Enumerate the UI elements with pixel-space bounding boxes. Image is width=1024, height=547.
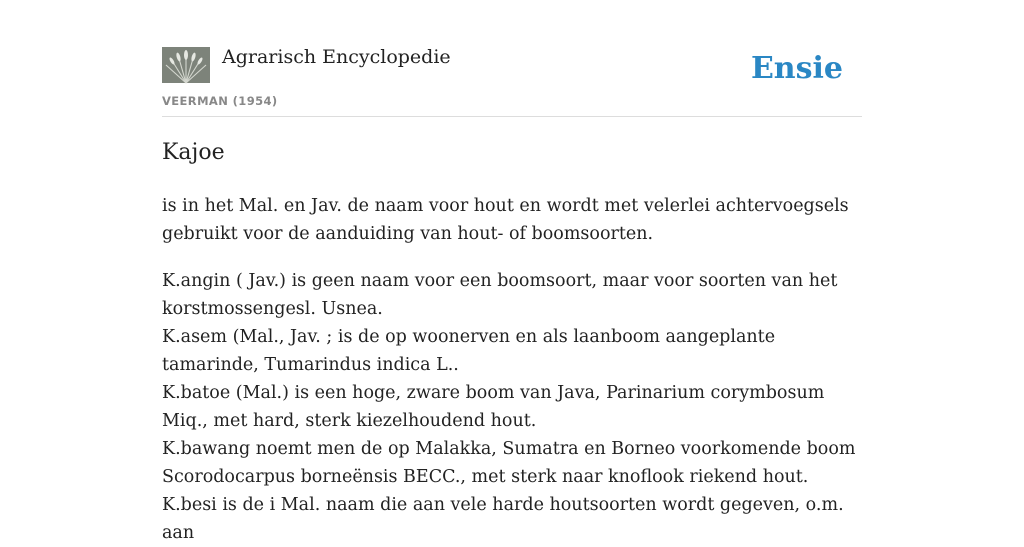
page-title: Kajoe [162, 140, 225, 165]
wheat-icon [162, 47, 210, 83]
intro-paragraph: is in het Mal. en Jav. de naam voor hout en wordt met velerlei achtervoegsels gebruikt voor de aanduiding van hout- of boomsoorten. [162, 196, 849, 244]
entry-kajoe-angin: K.angin ( Jav.) is geen naam voor een boomsoort, maar voor soorten van het korstmossengesl. Usnea. [162, 271, 838, 319]
encyclopedia-logo[interactable] [162, 47, 210, 83]
entry-list [162, 267, 862, 547]
ensie-logo[interactable]: Ensie [750, 51, 843, 86]
entry-kajoe-asem: K.asem (Mal., Jav. ; is de op woonerven en als laanboom aangeplante tamarinde, Tumarindus indica L.. [162, 327, 776, 375]
article-body [162, 192, 862, 547]
site-title[interactable]: Agrarisch Encyclopedie [222, 46, 451, 68]
header [162, 46, 862, 117]
entry-kajoe-bawang: K.bawang noemt men de op Malakka, Sumatra en Borneo voorkomende boom Scorodocarpus borneënsis BECC., met sterk naar knoflook riekend hout. [162, 439, 856, 487]
entry-kajoe-batoe: K.batoe (Mal.) is een hoge, zware boom van Java, Parinarium corymbosum Miq., met hard, sterk kiezelhoudend hout. [162, 383, 825, 431]
author-label: VEERMAN (1954) [162, 94, 278, 108]
entry-kajoe-besi: K.besi is de i Mal. naam die aan vele harde houtsoorten wordt gegeven, o.m. aan [162, 495, 844, 543]
